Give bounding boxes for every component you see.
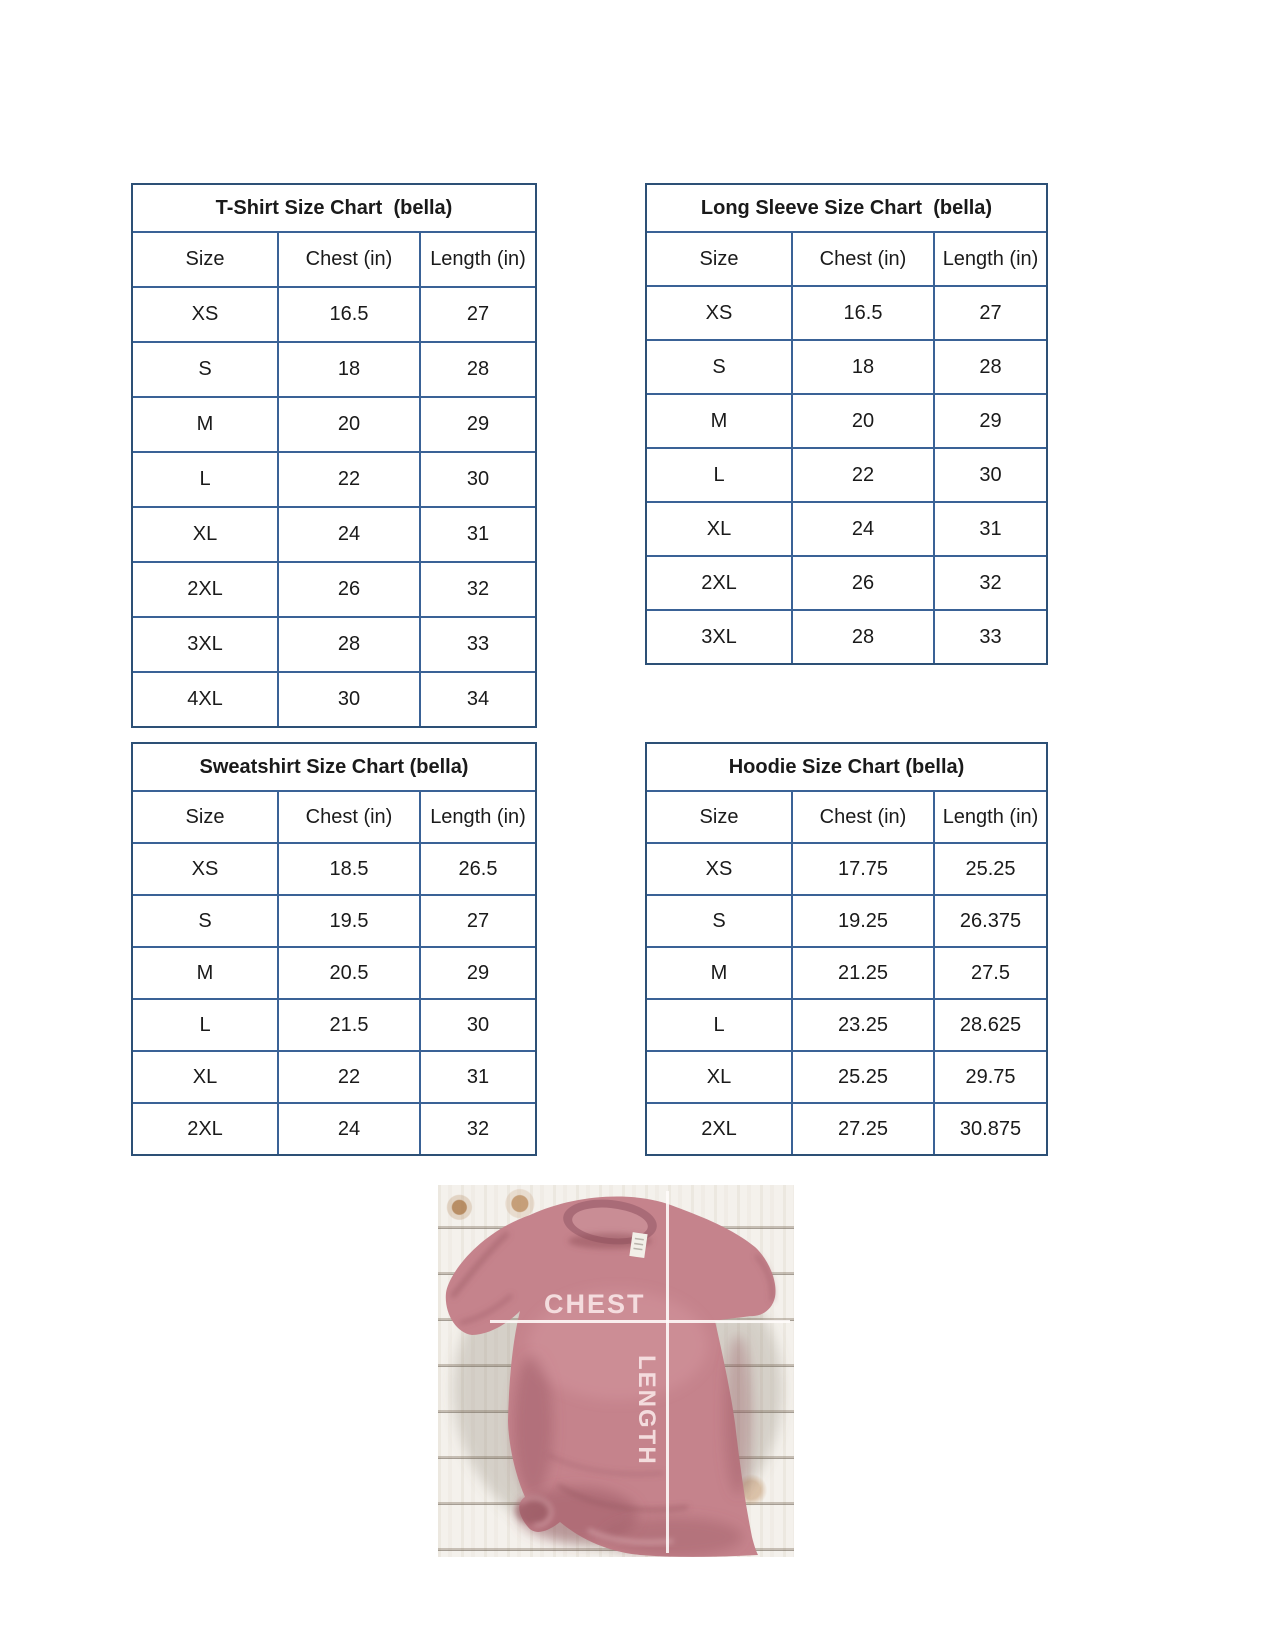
sweatshirt-size-chart-column-header: Length (in) <box>430 806 526 828</box>
tshirt-flatlay-illustration <box>438 1185 794 1557</box>
tshirt-size-chart-cell: 30 <box>279 671 421 726</box>
hoodie-size-chart-cell: M <box>647 946 793 998</box>
tshirt-size-chart-cell: 20 <box>279 396 421 451</box>
long-sleeve-size-chart-cell: 3XL <box>647 609 793 663</box>
sweatshirt-size-chart-title: Sweatshirt Size Chart (bella) <box>133 744 535 792</box>
tshirt-size-chart-cell: 24 <box>279 506 421 561</box>
long-sleeve-size-chart-column-header: Size <box>647 233 793 285</box>
tshirt-size-chart-cell: 22 <box>279 451 421 506</box>
length-label: LENGTH <box>633 1355 660 1466</box>
tshirt-size-chart-cell: M <box>133 396 279 451</box>
sweatshirt-size-table <box>131 742 537 1156</box>
tshirt-size-chart-cell: 33 <box>421 616 535 671</box>
hoodie-size-chart-cell: 25.25 <box>793 1050 935 1102</box>
long-sleeve-size-chart-cell: 20 <box>793 393 935 447</box>
sweatshirt-size-chart-cell: S <box>133 894 279 946</box>
long-sleeve-size-chart-cell: 28 <box>793 609 935 663</box>
measurement-photo <box>438 1185 794 1557</box>
hoodie-size-chart-cell: 29.75 <box>935 1050 1046 1102</box>
sweatshirt-size-chart-cell: M <box>133 946 279 998</box>
sweatshirt-size-chart-cell: L <box>133 998 279 1050</box>
tshirt-size-chart-cell: 30 <box>421 451 535 506</box>
hoodie-size-table <box>645 742 1048 1156</box>
chest-label: CHEST <box>544 1289 646 1319</box>
long-sleeve-size-chart-cell: S <box>647 339 793 393</box>
sweatshirt-size-chart-cell: 22 <box>279 1050 421 1102</box>
sweatshirt-size-chart-cell: 19.5 <box>279 894 421 946</box>
hoodie-size-chart-column-header: Chest (in) <box>793 792 935 842</box>
tshirt-size-chart-cell: 4XL <box>133 671 279 726</box>
long-sleeve-size-chart-cell: 22 <box>793 447 935 501</box>
sweatshirt-size-chart-cell: 21.5 <box>279 998 421 1050</box>
tshirt-size-table <box>131 183 537 728</box>
long-sleeve-size-chart-cell: L <box>647 447 793 501</box>
long-sleeve-size-chart-cell: 32 <box>935 555 1046 609</box>
hoodie-size-chart-cell: 17.75 <box>793 842 935 894</box>
tshirt-size-chart-cell: 18 <box>279 341 421 396</box>
sweatshirt-size-chart-cell: 27 <box>421 894 535 946</box>
long-sleeve-size-chart-column-header: Length (in) <box>942 248 1039 270</box>
tshirt-size-chart-cell: 28 <box>279 616 421 671</box>
hoodie-size-chart-cell: L <box>647 998 793 1050</box>
tshirt-size-chart-cell: 3XL <box>133 616 279 671</box>
tshirt-size-chart-cell: XS <box>133 286 279 341</box>
sweatshirt-size-chart-cell: 2XL <box>133 1102 279 1154</box>
hoodie-size-chart-cell: XS <box>647 842 793 894</box>
tshirt-size-chart-cell: 2XL <box>133 561 279 616</box>
long-sleeve-size-chart-cell: 28 <box>935 339 1046 393</box>
sweatshirt-size-chart-cell: 32 <box>421 1102 535 1154</box>
sweatshirt-size-chart-cell: 20.5 <box>279 946 421 998</box>
sweatshirt-size-chart-cell: 18.5 <box>279 842 421 894</box>
long-sleeve-size-chart-cell: 27 <box>935 285 1046 339</box>
long-sleeve-size-chart-cell: 16.5 <box>793 285 935 339</box>
sweatshirt-size-chart-grid <box>133 792 535 1154</box>
hoodie-size-chart-cell: 21.25 <box>793 946 935 998</box>
tshirt-size-chart-cell: 26 <box>279 561 421 616</box>
hoodie-size-chart-cell: 26.375 <box>935 894 1046 946</box>
hoodie-size-chart-cell: 27.25 <box>793 1102 935 1154</box>
long-sleeve-size-table <box>645 183 1048 665</box>
tshirt-size-chart-cell: 31 <box>421 506 535 561</box>
long-sleeve-size-chart-cell: 2XL <box>647 555 793 609</box>
long-sleeve-size-chart-cell: XL <box>647 501 793 555</box>
sweatshirt-size-chart-cell: 30 <box>421 998 535 1050</box>
tshirt-size-chart-column-header: Size <box>133 233 279 286</box>
tshirt-size-chart-title: T-Shirt Size Chart (bella) <box>133 185 535 233</box>
sweatshirt-size-chart-column-header: Chest (in) <box>279 792 421 842</box>
sweatshirt-size-chart-cell: XS <box>133 842 279 894</box>
hoodie-size-chart-cell: 28.625 <box>935 998 1046 1050</box>
tshirt-size-chart-cell: 27 <box>421 286 535 341</box>
hoodie-size-chart-cell: 23.25 <box>793 998 935 1050</box>
length-measure-line <box>666 1191 669 1553</box>
tshirt-size-chart-column-header: Length (in) <box>430 248 526 270</box>
chest-measure-line <box>490 1320 790 1323</box>
long-sleeve-size-chart-cell: M <box>647 393 793 447</box>
tshirt-size-chart-cell: 34 <box>421 671 535 726</box>
tshirt-size-chart-cell: S <box>133 341 279 396</box>
tshirt-size-chart-cell: 16.5 <box>279 286 421 341</box>
tshirt-size-chart-grid <box>133 233 535 726</box>
tshirt-size-chart-cell: 32 <box>421 561 535 616</box>
long-sleeve-size-chart-grid <box>647 233 1046 663</box>
hoodie-size-chart-cell: 27.5 <box>935 946 1046 998</box>
long-sleeve-size-chart-cell: XS <box>647 285 793 339</box>
long-sleeve-size-chart-cell: 30 <box>935 447 1046 501</box>
hoodie-size-chart-cell: S <box>647 894 793 946</box>
hoodie-size-chart-grid <box>647 792 1046 1154</box>
long-sleeve-size-chart-cell: 29 <box>935 393 1046 447</box>
hoodie-size-chart-cell: XL <box>647 1050 793 1102</box>
long-sleeve-size-chart-column-header: Chest (in) <box>793 233 935 285</box>
hoodie-size-chart-cell: 2XL <box>647 1102 793 1154</box>
tshirt-size-chart-column-header: Chest (in) <box>279 233 421 286</box>
hoodie-size-chart-cell: 30.875 <box>935 1102 1046 1154</box>
sweatshirt-size-chart-cell: XL <box>133 1050 279 1102</box>
long-sleeve-size-chart-cell: 31 <box>935 501 1046 555</box>
hoodie-size-chart-column-header: Size <box>647 792 793 842</box>
tshirt-size-chart-cell: XL <box>133 506 279 561</box>
long-sleeve-size-chart-title: Long Sleeve Size Chart (bella) <box>647 185 1046 233</box>
sweatshirt-size-chart-cell: 31 <box>421 1050 535 1102</box>
long-sleeve-size-chart-cell: 18 <box>793 339 935 393</box>
tshirt-size-chart-cell: 28 <box>421 341 535 396</box>
long-sleeve-size-chart-cell: 26 <box>793 555 935 609</box>
tshirt-size-chart-cell: 29 <box>421 396 535 451</box>
hoodie-size-chart-title: Hoodie Size Chart (bella) <box>647 744 1046 792</box>
sweatshirt-size-chart-cell: 26.5 <box>421 842 535 894</box>
tshirt-size-chart-cell: L <box>133 451 279 506</box>
hoodie-size-chart-cell: 19.25 <box>793 894 935 946</box>
hoodie-size-chart-cell: 25.25 <box>935 842 1046 894</box>
sweatshirt-size-chart-cell: 29 <box>421 946 535 998</box>
sweatshirt-size-chart-column-header: Size <box>133 792 279 842</box>
hoodie-size-chart-column-header: Length (in) <box>942 806 1039 828</box>
sweatshirt-size-chart-cell: 24 <box>279 1102 421 1154</box>
long-sleeve-size-chart-cell: 33 <box>935 609 1046 663</box>
long-sleeve-size-chart-cell: 24 <box>793 501 935 555</box>
